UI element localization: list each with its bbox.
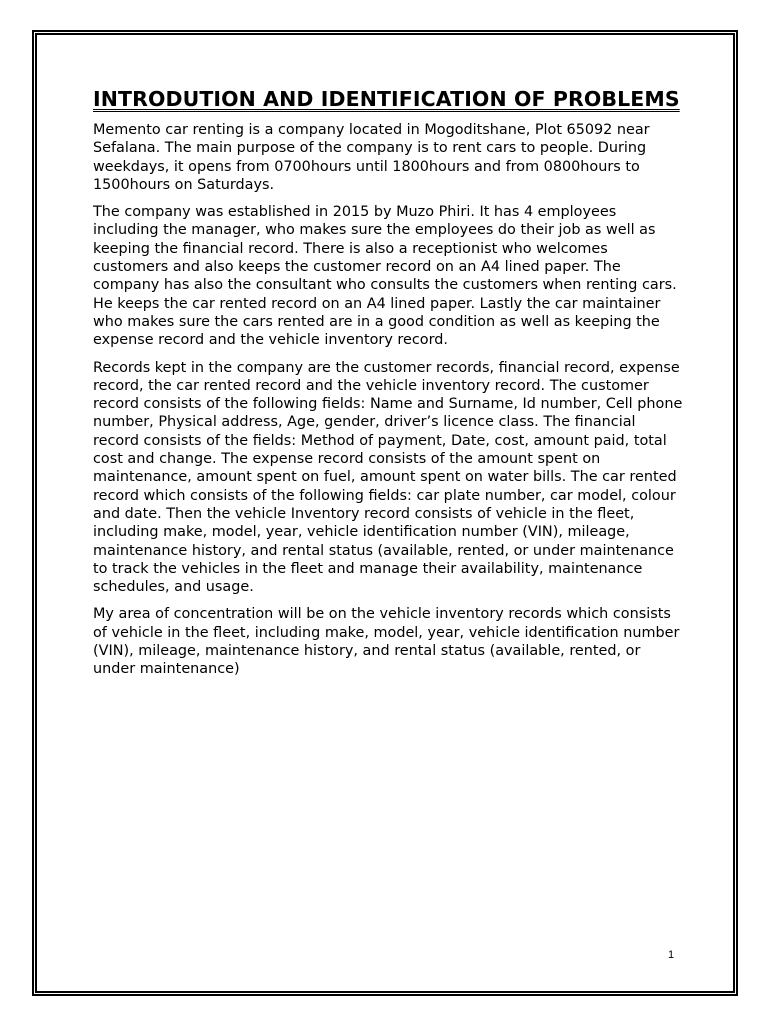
page-number: 1 [667, 949, 675, 961]
paragraph-employees: The company was established in 2015 by Muzo Phiri. It has 4 employees including the manager, who makes sure the employees do their job as well as keeping the financial record. There is also a receptionist who welcomes customers and also keeps the customer record on an A4 lined paper. The company has also the consultant who consults the customers when renting cars. He keeps the car rented record on an A4 lined paper. Lastly the car maintainer who makes sure the cars rented are in a good condition as well as keeping the expense record and the vehicle inventory record. [93, 204, 677, 349]
paragraph-company-overview: Memento car renting is a company located in Mogoditshane, Plot 65092 near Sefalana. The main purpose of the company is to rent cars to people. During weekdays, it opens from 0700hours until 1800hours and from 0800hours to 1500hours on Saturdays. [93, 122, 650, 193]
page-title: INTRODUTION AND IDENTIFICATION OF PROBLEMS [93, 87, 680, 111]
paragraph-records: Records kept in the company are the customer records, financial record, expense record, the car rented record and the vehicle inventory record. The customer record consists of the following fields: Name and Surname, Id number, Cell phone number, Physical address, Age, gender, driver’s licence class. The financial record consists of the fields: Method of payment, Date, cost, amount paid, total cost and change. The expense record consists of the amount spent on maintenance, amount spent on fuel, amount spent on water bills. The car rented record which consists of the following fields: car plate number, car model, colour and date. Then the vehicle Inventory record consists of vehicle in the fleet, including make, model, year, vehicle identification number (VIN), mileage, maintenance history, and rental status (available, rented, or under maintenance to track the vehicles in the fleet and manage their availability, maintenance schedules, and usage. [93, 359, 683, 596]
document-body [93, 87, 683, 688]
paragraph-area-of-concentration: My area of concentration will be on the vehicle inventory records which consists of vehicle in the fleet, including make, model, year, vehicle identification number (VIN), mileage, maintenance history, and rental status (available, rented, or under maintenance) [93, 606, 680, 678]
